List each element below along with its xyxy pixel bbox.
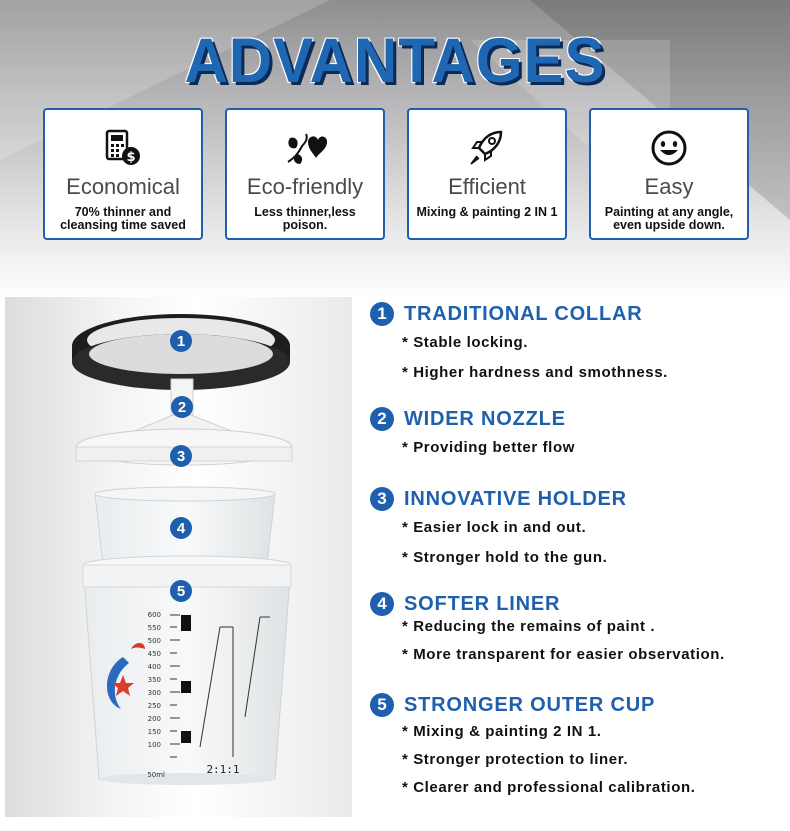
part-badge-2: 2 [177,399,187,416]
card-easy [589,108,749,240]
scale-tick-label: 500 [147,637,161,645]
mix-ratio-label: 2:1:1 [206,763,240,776]
scale-tick-label: 350 [147,676,161,684]
feature-bullet: * Stable locking. [402,334,529,351]
leaf-heart-icon [227,128,383,168]
card-eco-friendly [225,108,385,240]
calculator-icon [45,128,201,168]
scale-tick-label: 450 [147,650,161,658]
feature-innovative-holder [370,487,780,566]
part-badge-3: 3 [176,448,186,465]
card-description: Less thinner,less poison. [254,205,356,232]
feature-bullet: * Stronger protection to liner. [402,751,629,768]
card-description: Painting at any angle, even upside down. [604,205,734,232]
feature-softer-liner [370,592,780,663]
feature-bullet: * Reducing the remains of paint . [402,618,656,635]
feature-bullet: * More transparent for easier observation. [402,646,725,663]
feature-title: TRADITIONAL COLLAR [404,302,643,325]
scale-tick-label: 200 [147,715,161,723]
card-description: Mixing & painting 2 IN 1 [416,205,558,219]
feature-stronger-outer-cup [370,693,780,796]
card-economical [43,108,203,240]
scale-tick-label: 600 [147,611,161,619]
smiley-icon [591,128,747,168]
scale-tick-label: 550 [147,624,161,632]
page-title: ADVANTAGES [184,25,606,96]
feature-bullet: * Stronger hold to the gun. [402,549,608,566]
feature-number-badge: 5 [370,693,394,717]
feature-title: WIDER NOZZLE [404,407,566,430]
spray-cup-illustration [5,297,352,817]
feature-title: INNOVATIVE HOLDER [404,487,627,510]
feature-title: SOFTER LINER [404,592,561,615]
feature-bullet: * Mixing & painting 2 IN 1. [402,723,602,740]
card-title: Eco-friendly [246,174,364,199]
product-image-panel [5,297,352,817]
feature-bullet: * Clearer and professional calibration. [402,779,696,796]
card-title: Economical [66,174,180,199]
scale-tick-label: 50ml [147,771,165,779]
scale-tick-label: 250 [147,702,161,710]
scale-tick-label: 400 [147,663,161,671]
part-badge-1: 1 [176,333,186,350]
feature-number-badge: 1 [370,302,394,326]
card-title: Efficient [448,174,526,199]
feature-number-badge: 2 [370,407,394,431]
rocket-icon [409,128,565,168]
part-badge-5: 5 [176,583,186,600]
feature-number-badge: 3 [370,487,394,511]
part-badge-4: 4 [176,520,186,537]
scale-tick-label: 300 [147,689,161,697]
feature-bullet: * Providing better flow [402,439,575,456]
feature-traditional-collar [370,302,780,381]
feature-title: STRONGER OUTER CUP [404,693,656,716]
advantage-cards [43,108,749,240]
scale-tick-label: 100 [147,741,161,749]
card-efficient [407,108,567,240]
scale-tick-label: 150 [147,728,161,736]
feature-number-badge: 4 [370,592,394,616]
feature-bullet: * Higher hardness and smothness. [402,364,668,381]
card-description: 70% thinner and cleansing time saved [60,205,186,232]
card-title: Easy [644,174,694,199]
svg-text:$: $ [126,150,136,165]
feature-wider-nozzle [370,407,780,456]
feature-bullet: * Easier lock in and out. [402,519,587,536]
